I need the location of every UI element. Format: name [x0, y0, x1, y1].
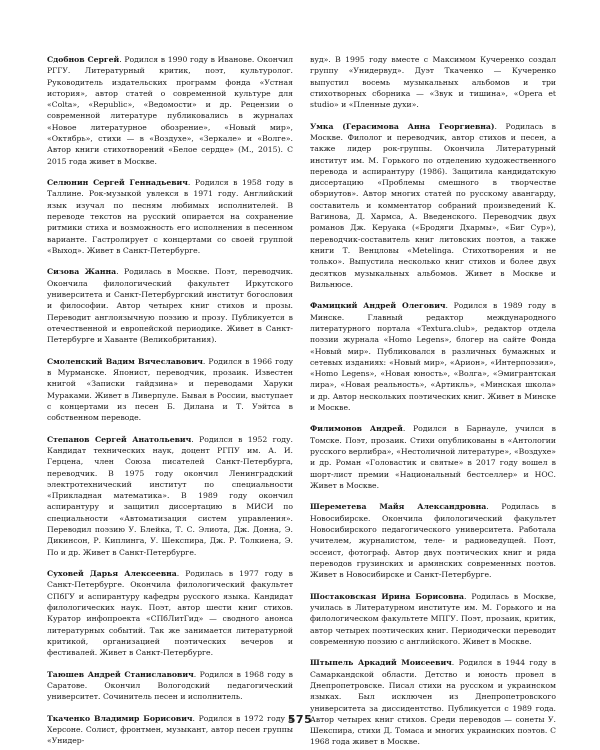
bio-entry: Умка (Герасимова Анна Георгиевна). Родилась в Москве. Филолог и переводчик, автор стихов и песен, а также лидер рок-группы. Окончила Литературный институт им. М. Горького по отделению художественного перевода и аспирантуру (1986). Защитила кандидатскую диссертацию «Проблемы смешного в творчестве обэриутов». Автор многих статей по русскому авангарду, составитель и комментатор собраний произведений К. Вагинова, Д. Хармса, А. Введенского. Переводчик двух романов Дж. Керуака («Бродяги Дхармы», «Биг Сур»), переводчик-составитель книг литовских поэтов, а также книги Т. Венцловы «Metelinga. Стихотворения и не только». Выпустила несколько книг стихов и более двух десятков музыкальных альбомов. Живет в Москве и Вильнюсе.	[310, 121, 556, 289]
author-name: Шостаковская Ирина Борисовна	[310, 591, 464, 601]
bio-entry: Шереметева Майя Александровна. Родилась в Новосибирске. Окончила филологический факультет Новосибирского педагогического университета. Работала учителем, журналистом, теле- и радиоведущей. Поэт, эссеист, фотограф. Автор двух поэтических книг и ряда переводов грузинских и армянских современных поэтов. Живет в Новосибирске и Санкт-Петербурге.	[310, 502, 557, 580]
author-name: Филимонов Андрей	[310, 424, 403, 434]
author-bio-text: Родился в 1990 году в Иванове. Окончил РГГУ. Литературный критик, поэт, культуролог. Руководитель издательских программ фонда «Устная история», автор статей о современной культуре для «Colta», «Republic», «Ведомости» и др. Рецензии о современной литературе публиковались в журналах «Новое литературное обозрение», «Новый мир», «Октябрь», стихи — в «Воздухе», «Зеркале» и «Волге». Автор книги стихотворений «Белое сердце» (М., 2015). С 2015 года живет в Москве.	[47, 55, 293, 166]
author-bio-text: Родился в Барнауле, учился в Томске. Поэт, прозаик. Стихи опубликованы в «Антологии русского верлибра», «Нестоличной литературе», «Воздухе» и др. Роман «Головастик и святые» в 2017 году вошел в шорт-лист премии «Национальный бестселлер» и НОС. Живет в Москве.	[310, 424, 556, 490]
author-bio-text: Родилась в Москве, училась в Литературном институте им. М. Горького и на филологическом факультете МПГУ. Поэт, прозаик, критик, автор четырех поэтических книг. Периодически переводит современную поэзию с английского. Живет в Москве.	[310, 591, 557, 646]
author-name: Фамицкий Андрей Олегович	[310, 301, 446, 311]
bio-entry: Селюнин Сергей Геннадьевич. Родился в 1958 году в Таллине. Рок-музыкой увлекся в 1971 году. Английский язык изучал по песням любимых исполнителей. В переводе текстов на русский опирается на сохранение ритмики стиха и возможность его исполнения в песенном варианте. Гастролирует с концертами со своей группой «Выход». Живет в Санкт-Петербурге.	[47, 178, 293, 255]
bio-entry: Сизова Жанна. Родилась в Москве. Поэт, переводчик. Окончила филологический факультет Иркутского университета и Санкт-Петербургский институт богословия и философии. Автор четырех книг стихов и прозы. Переводит англоязычную поэзию и прозу. Публикуется в отечественной и европейской периодике. Живет в Санкт-Петербурге и Хаванте (Великобритания).	[47, 267, 294, 345]
author-name: Смоленский Вадим Вячеславович	[47, 356, 203, 366]
author-bio-text: Родилась в Москве. Филолог и переводчик, автор стихов и песен, а также лидер рок-группы. Окончила Литературный институт им. М. Горького по отделению художественного перевода и аспирантуру (1986). Защитила кандидатскую диссертацию «Проблемы смешного в творчестве обэриутов». Автор многих статей по русскому авангарду, составитель и комментатор собраний произведений К. Вагинова, Д. Хармса, А. Введенского. Переводчик двух романов Дж. Керуака («Бродяги Дхармы», «Биг Сур»), переводчик-составитель книг литовских поэтов, а также книги Т. Венцловы «Metelinga. Стихотворения и не только». Выпустила несколько книг стихов и более двух десятков музыкальных альбомов. Живет в Москве и Вильнюсе.	[310, 121, 556, 289]
author-bio-text: Родился в 1968 году в Саратове. Окончил Вологодский педагогический университет. Сочинитель песен и исполнитель.	[47, 669, 293, 702]
bio-entry: Таюшев Андрей Станиславович. Родился в 1968 году в Саратове. Окончил Вологодский педагогический университет. Сочинитель песен и исполнитель.	[47, 669, 293, 702]
continued-entry-text: вуд». В 1995 году вместе с Максимом Кучеренко создал группу «Унидервуд». Дуэт Ткаченко — Кучеренко выпустил восемь музыкальных альбомов и три стихотворных сборника — «Звук и тишина», «Opera et studio» и «Пленные духи».	[310, 55, 556, 110]
author-bio-text: Родился в 1958 году в Таллине. Рок-музыкой увлекся в 1971 году. Английский язык изучал по песням любимых исполнителей. В переводе текстов на русский опирается на сохранение ритмики стиха и возможность его исполнения в песенном варианте. Гастролирует с концертами со своей группой «Выход». Живет в Санкт-Петербурге.	[47, 178, 293, 255]
author-name: Степанов Сергей Анатольевич	[47, 434, 192, 444]
bio-entry: Штыпель Аркадий Моисеевич. Родился в 1944 году в Самаркандской области. Детство и юность провел в Днепропетровске. Писал стихи на русском и украинском языках. Был исключен из Днепропетровского университета за диссидентство. Публикуется с 1989 года. Автор четырех книг стихов. Среди переводов — сонеты У. Шекспира, стихи Д. Томаса и многих украинских поэтов. С 1968 года живет в Москве.	[310, 658, 556, 747]
author-bio-text: Родился в 1952 году. Кандидат технических наук, доцент РГПУ им. А. И. Герцена, член Союза писателей Санкт-Петербурга, переводчик. В 1975 году окончил Ленинградский электротехнический институт по специальности «Прикладная математика». В 1989 году окончил аспирантуру и защитил диссертацию в МИСИ по специальности «Автоматизация систем управления». Переводил поэзию У. Блейка, Т. С. Элиота, Дж. Донна, Э. Дикинсон, Р. Киплинга, У. Шекспира, Дж. Р. Толкиена, Э. По и др. Живет в Санкт-Петербурге.	[47, 434, 293, 557]
author-name: Селюнин Сергей Геннадьевич	[47, 178, 188, 188]
right-column	[310, 54, 556, 748]
author-name: Ткаченко Владимир Борисович	[47, 713, 193, 723]
bio-entry: Смоленский Вадим Вячеславович. Родился в 1966 году в Мурманске. Японист, переводчик, прозаик. Известен книгой «Записки гайдзина» и переводами Харуки Мураками. Живет в Ливерпуле. Бывая в России, выступает с концертами из песен Б. Дилана и Т. Уэйтса в собственном переводе.	[47, 356, 293, 423]
bio-entry: Суховей Дарья Алексеевна. Родилась в 1977 году в Санкт-Петербурге. Окончила филологический факультет СПбГУ и аспирантуру кафедры русского языка. Кандидат филологических наук. Поэт, автор шести книг стихов. Куратор инфопроекта «СПбЛитГид» — сводного анонса литературных событий. Так же занимается литературной критикой, организацией поэтических вечеров и фестивалей. Живет в Санкт-Петербурге.	[47, 569, 293, 658]
author-name: Суховей Дарья Алексеевна	[47, 569, 177, 579]
author-name: Шереметева Майя Александровна	[310, 502, 487, 512]
author-bio-text: Родился в 1989 году в Минске. Главный редактор международного литературного портала «Textura.club», редактор отдела поэзии журнала «Homo Legens», блогер на сайте Фонда «Новый мир». Публиковался в различных бумажных и сетевых изданиях: «Новый мир», «Арион», «Интерпоэзия», «Homo Legens», «Новая юность», «Волга», «Эмигрантская лира», «Новая реальность», «Артикль», «Минская школа» и др. Автор нескольких поэтических книг. Живет в Минске и Москве.	[310, 301, 557, 412]
author-bio-text: Родился в 1972 году в Херсоне. Солист, фронтмен, музыкант, автор песен группы «Унидер-	[47, 713, 293, 746]
author-name: Умка (Герасимова Анна Георгиевна)	[310, 121, 495, 131]
page-number: 575	[287, 713, 313, 726]
bio-entry: Ткаченко Владимир Борисович. Родился в 1972 году в Херсоне. Солист, фронтмен, музыкант, автор песен группы «Унидер-	[47, 713, 293, 746]
bio-entry: Шостаковская Ирина Борисовна. Родилась в Москве, училась в Литературном институте им. М. Горького и на филологическом факультете МПГУ. Поэт, прозаик, критик, автор четырех поэтических книг. Периодически переводит современную поэзию с английского. Живет в Москве.	[310, 591, 557, 646]
author-name: Таюшев Андрей Станиславович	[47, 669, 194, 679]
author-bio-text: Родилась в Новосибирске. Окончила филологический факультет Новосибирского педагогического университета. Работала учителем, журналистом, теле- и радиоведущей. Поэт, эссеист, фотограф. Автор двух поэтических книг и ряда переводов грузинских и армянских современных поэтов. Живет в Новосибирске и Санкт-Петербурге.	[310, 502, 557, 580]
bio-entry: Степанов Сергей Анатольевич. Родился в 1952 году. Кандидат технических наук, доцент РГПУ им. А. И. Герцена, член Союза писателей Санкт-Петербурга, переводчик. В 1975 году окончил Ленинградский электротехнический институт по специальности «Прикладная математика». В 1989 году окончил аспирантуру и защитил диссертацию в МИСИ по специальности «Автоматизация систем управления». Переводил поэзию У. Блейка, Т. С. Элиота, Дж. Донна, Э. Дикинсон, Р. Киплинга, У. Шекспира, Дж. Р. Толкиена, Э. По и др. Живет в Санкт-Петербурге.	[47, 434, 293, 557]
author-bio-text: Родился в 1966 году в Мурманске. Японист, переводчик, прозаик. Известен книгой «Записки гайдзина» и переводами Харуки Мураками. Живет в Ливерпуле. Бывая в России, выступает с концертами из песен Б. Дилана и Т. Уэйтса в собственном переводе.	[47, 356, 293, 423]
author-name: Штыпель Аркадий Моисеевич	[310, 658, 452, 668]
bio-entry: Филимонов Андрей. Родился в Барнауле, учился в Томске. Поэт, прозаик. Стихи опубликованы в «Антологии русского верлибра», «Нестоличной литературе», «Воздухе» и др. Роман «Головастик и святые» в 2017 году вошел в шорт-лист премии «Национальный бестселлер» и НОС. Живет в Москве.	[310, 424, 556, 490]
bio-entry: Фамицкий Андрей Олегович. Родился в 1989 году в Минске. Главный редактор международного литературного портала «Textura.club», редактор отдела поэзии журнала «Homo Legens», блогер на сайте Фонда «Новый мир». Публиковался в различных бумажных и сетевых изданиях: «Новый мир», «Арион», «Интерпоэзия», «Homo Legens», «Новая юность», «Волга», «Эмигрантская лира», «Новая реальность», «Артикль», «Минская школа» и др. Автор нескольких поэтических книг. Живет в Минске и Москве.	[310, 301, 557, 412]
author-bio-text: Родилась в Москве. Поэт, переводчик. Окончила филологический факультет Иркутского университета и Санкт-Петербургский институт богословия и философии. Автор четырех книг стихов и прозы. Переводит англоязычную поэзию и прозу. Публикуется в отечественной и европейской периодике. Живет в Санкт-Петербурге и Хаванте (Великобритания).	[47, 267, 294, 345]
author-name: Сдобнов Сергей	[47, 55, 120, 64]
left-column	[47, 54, 293, 747]
author-bio-text: Родилась в 1977 году в Санкт-Петербурге. Окончила филологический факультет СПбГУ и аспирантуру кафедры русского языка. Кандидат филологических наук. Поэт, автор шести книг стихов. Куратор инфопроекта «СПбЛитГид» — сводного анонса литературных событий. Так же занимается литературной критикой, организацией поэтических вечеров и фестивалей. Живет в Санкт-Петербурге.	[47, 569, 293, 658]
author-bio-text: Родился в 1944 году в Самаркандской области. Детство и юность провел в Днепропетровске. Писал стихи на русском и украинском языках. Был исключен из Днепропетровского университета за диссидентство. Публикуется с 1989 года. Автор четырех книг стихов. Среди переводов — сонеты У. Шекспира, стихи Д. Томаса и многих украинских поэтов. С 1968 года живет в Москве.	[310, 658, 556, 747]
author-name: Сизова Жанна	[47, 267, 117, 277]
bio-entry: Сдобнов Сергей. Родился в 1990 году в Иванове. Окончил РГГУ. Литературный критик, поэт, культуролог. Руководитель издательских программ фонда «Устная история», автор статей о современной культуре для «Colta», «Republic», «Ведомости» и др. Рецензии о современной литературе публиковались в журналах «Новое литературное обозрение», «Новый мир», «Октябрь», стихи — в «Воздухе», «Зеркале» и «Волге». Автор книги стихотворений «Белое сердце» (М., 2015). С 2015 года живет в Москве.	[47, 55, 293, 166]
